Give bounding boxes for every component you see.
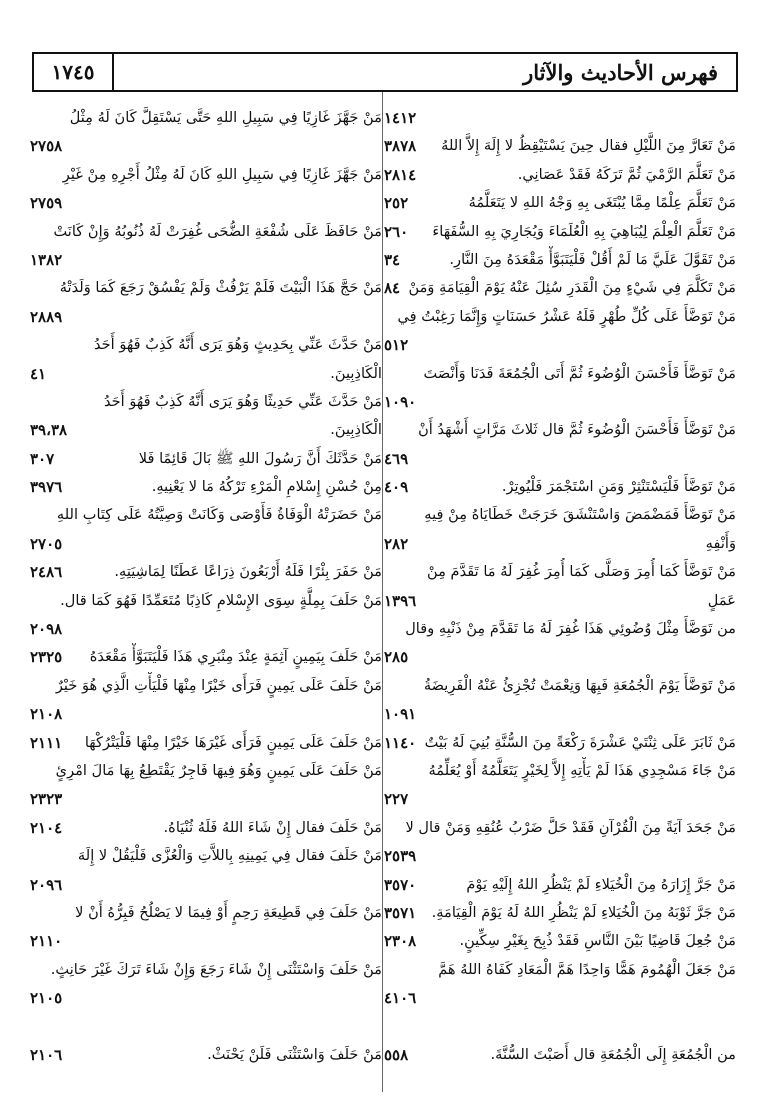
index-entry	[30, 672, 382, 700]
hadith-number: ٢٥٣٩	[384, 847, 417, 866]
hadith-number: ٢٣٠٨	[384, 932, 417, 951]
index-entry	[384, 700, 736, 728]
page-title: فهرس الأحاديث والآثار	[523, 60, 718, 85]
index-entry	[30, 501, 382, 529]
index-entry	[30, 246, 382, 274]
index-entry	[384, 899, 736, 927]
index-entry	[384, 303, 736, 331]
index-entry	[30, 1013, 382, 1041]
hadith-number: ٥٥٨	[384, 1045, 409, 1064]
index-entry	[384, 615, 736, 643]
hadith-number: ٢١٠٤	[30, 818, 63, 837]
hadith-text: مَنْ تَعَارَّ مِنَ اللَّيْلِ فقال حِينَ يَسْتَيْقِظُ لا إِلَهَ إِلاَّ اللهُ	[441, 137, 736, 155]
index-entry	[384, 473, 736, 501]
index-entry	[384, 388, 736, 416]
index-entry	[30, 388, 382, 416]
hadith-text: مَنْ تَوَضَّأَ يَوْمَ الْجُمُعَةِ فَبِهَا وَنِعْمَتْ تُجْزِئُ عَنْهُ الْفَرِيضَةُ	[423, 676, 736, 694]
hadith-number: ١٤١٢	[384, 109, 417, 127]
index-entry	[30, 1041, 382, 1069]
index-entry	[30, 104, 382, 132]
hadith-text: مَنْ حَفَرَ بِئْرًا فَلَهُ أَرْبَعُونَ ذِرَاعًا عَطَنًا لِمَاشِيَتِهِ.	[114, 563, 382, 581]
index-entry	[384, 445, 736, 473]
hadith-number: ٢٨١٤	[384, 165, 417, 184]
hadith-number: ٢٣٢٣	[30, 790, 63, 809]
hadith-text: مَنْ تَوَضَّأَ فَلْيَسْتَنْثِرْ وَمَنِ اسْتَجْمَرَ فَلْيُوتِرْ.	[501, 478, 736, 496]
index-entry	[30, 445, 382, 473]
hadith-number: ٣٨٧٨	[384, 137, 417, 156]
hadith-text: مَنْ تَوَضَّأَ فَأَحْسَنَ الْوُضُوءَ ثُمَّ قال ثَلاثَ مَرَّاتٍ أَشْهَدُ أَنْ	[418, 421, 736, 439]
hadith-number: ٢٣٢٥	[30, 648, 63, 667]
index-entry	[384, 927, 736, 955]
hadith-number: ٢٢٧	[384, 790, 409, 809]
hadith-text: مَنْ حَدَّثَ عَنِّي حَدِيثًا وَهُوَ يَرَى أَنَّهُ كَذِبٌ فَهُوَ أَحَدُ	[103, 392, 382, 410]
hadith-number: ٤١٠٦	[384, 989, 417, 1008]
hadith-text: مَنْ جَرَّ إِزَارَهُ مِنَ الْخُيَلاءِ لَمْ يَنْظُرِ اللهُ إِلَيْهِ يَوْمَ	[466, 875, 736, 893]
index-entry	[30, 360, 382, 388]
hadith-text: مَنْ حَلَفَ وَاسْتَثْنَى إِنْ شَاءَ رَجَعَ وَإِنْ شَاءَ تَرَكَ غَيْرَ حَانِثٍ.	[50, 960, 382, 978]
hadith-text: مَنْ تَعَلَّمَ عِلْمًا مِمَّا يُبْتَغَى بِهِ وَجْهُ اللهِ لا يَتَعَلَّمُهُ	[468, 194, 736, 212]
hadith-number: ١٣٩٦	[384, 591, 417, 610]
hadith-text: مَنْ حَلَفَ فِي قَطِيعَةِ رَحِمٍ أَوْ فِيمَا لا يَصْلُحُ فَبِرُّهُ أَنْ لا	[75, 903, 382, 921]
hadith-number: ٢٠٩٦	[30, 875, 63, 894]
hadith-text: مَنْ حَجَّ هَذَا الْبَيْتَ فَلَمْ يَرْفُثْ وَلَمْ يَفْسُقْ رَجَعَ كَمَا وَلَدَتْهُ	[59, 279, 382, 297]
index-entry	[384, 274, 736, 302]
hadith-text: من تَوَضَّأَ مِثْلَ وُضُوئِي هَذَا غُفِرَ لَهُ مَا تَقَدَّمَ مِنْ ذَنْبِهِ وقال	[405, 620, 736, 638]
index-entry	[30, 303, 382, 331]
index-entry	[384, 501, 736, 529]
hadith-text: مَنْ حَلَفَ عَلَى يَمِينٍ فَرَأَى خَيْرًا مِنْهَا فَلْيَأْتِ الَّذِي هُوَ خَيْرٌ	[55, 676, 382, 694]
index-entry	[384, 246, 736, 274]
hadith-number: ٣٠٧	[30, 449, 55, 468]
index-entry	[30, 729, 382, 757]
hadith-text: مَنْ تَكَلَّمَ فِي شَيْءٍ مِنَ الْقَدَرِ سُئِلَ عَنْهُ يَوْمَ الْقِيَامَةِ وَمَنْ	[408, 279, 736, 297]
hadith-number: ٢١٠٨	[30, 705, 63, 724]
hadith-number: ٢٧٠٥	[30, 534, 63, 553]
column-divider	[382, 92, 383, 1092]
hadith-text: مَنْ جَحَدَ آيَةً مِنَ الْقُرْآنِ فَقَدْ حَلَّ ضَرْبُ عُنُقِهِ وَمَنْ قال لا	[405, 818, 736, 836]
hadith-number: ١٠٩٠	[384, 392, 417, 411]
index-entry	[384, 530, 736, 558]
index-entry	[384, 558, 736, 586]
index-entry	[30, 218, 382, 246]
index-entry	[384, 360, 736, 388]
index-entry	[30, 587, 382, 615]
index-entry	[30, 814, 382, 842]
hadith-text: مَنْ حَلَفَ عَلَى يَمِينٍ فَرَأَى غَيْرَهَا خَيْرًا مِنْهَا فَلْيَتْرُكْهَا	[84, 733, 382, 751]
index-entry	[384, 218, 736, 246]
hadith-text: مَنْ جَرَّ ثَوْبَهُ مِنَ الْخُيَلاءِ لَمْ يَنْظُرِ اللهُ لَهُ يَوْمَ الْقِيَامَةِ.	[431, 903, 736, 921]
index-entry	[384, 416, 736, 444]
hadith-text: من الْجُمُعَةِ إِلَى الْجُمُعَةِ قال أَصَبْتَ السُّنَّةَ.	[490, 1045, 736, 1063]
index-entry	[30, 899, 382, 927]
index-entry	[30, 161, 382, 189]
hadith-number: ٢١١٠	[30, 932, 63, 951]
hadith-text: مِنْ حُسْنِ إِسْلامِ الْمَرْءِ تَرْكُهُ مَا لا يَعْنِيهِ.	[151, 478, 382, 496]
hadith-text: مَنْ تَعَلَّمَ الرَّمْيَ ثُمَّ تَرَكَهُ فَقَدْ عَصَانِي.	[517, 165, 736, 183]
hadith-text: مَنْ تَعَلَّمَ الْعِلْمَ لِيُبَاهِيَ بِهِ الْعُلَمَاءَ وَيُجَارِيَ بِهِ السُّفَهَاءَ	[432, 222, 736, 240]
hadith-number: ٢١٠٦	[30, 1045, 63, 1064]
hadith-number: ٢٨٢	[384, 534, 409, 553]
index-entry	[30, 473, 382, 501]
hadith-text: مَنْ جَهَّزَ غَازِيًا فِي سَبِيلِ اللهِ كَانَ لَهُ مِثْلُ أَجْرِهِ مِنْ غَيْرِ	[62, 165, 382, 183]
hadith-number: ٢٤٨٦	[30, 563, 63, 582]
index-entry	[384, 587, 736, 615]
hadith-text: الْكَاذِبِينَ.	[330, 421, 382, 439]
hadith-text: وَأَنْفِهِ	[705, 534, 736, 552]
index-entry	[384, 785, 736, 813]
index-entry	[384, 842, 736, 870]
index-entry	[30, 331, 382, 359]
hadith-text: مَنْ حَدَّثَ عَنِّي بِحَدِيثٍ وَهُوَ يَرَى أَنَّهُ كَذِبٌ فَهُوَ أَحَدُ	[94, 336, 382, 354]
hadith-number: ١١٤٠	[384, 733, 417, 752]
index-entry	[384, 871, 736, 899]
hadith-text: مَنْ حَلَفَ بِمِلَّةٍ سِوَى الإِسْلامِ كَاذِبًا مُتَعَمِّدًا فَهُوَ كَمَا قال.	[60, 591, 382, 609]
hadith-text: عَمَلٍ	[707, 591, 736, 609]
index-entry	[384, 189, 736, 217]
hadith-number: ٢٧٥٩	[30, 194, 63, 213]
hadith-text: مَنْ جَهَّزَ غَازِيًا فِي سَبِيلِ اللهِ حَتَّى يَسْتَقِلَّ كَانَ لَهُ مِثْلُ	[69, 109, 382, 126]
index-entry	[384, 104, 736, 132]
index-entry	[384, 729, 736, 757]
hadith-text: الْكَاذِبِينَ.	[330, 364, 382, 382]
index-entry	[30, 757, 382, 785]
hadith-text: مَنْ حَلَفَ بِيَمِينٍ آثِمَةٍ عِنْدَ مِنْبَرِي هَذَا فَلْيَتَبَوَّأْ مَقْعَدَهُ	[89, 648, 382, 666]
hadith-text: مَنْ جُعِلَ قَاضِيًا بَيْنَ النَّاسِ فَقَدْ ذُبِحَ بِغَيْرِ سِكِّينٍ.	[459, 932, 736, 950]
hadith-number: ٢٥٢	[384, 194, 409, 213]
index-entry	[384, 132, 736, 160]
hadith-number: ٣٩٧٦	[30, 478, 63, 497]
left-column	[30, 104, 382, 1069]
index-entry	[384, 1013, 736, 1041]
hadith-text: مَنْ جَعَلَ الْهُمُومَ هَمًّا وَاحِدًا هَمَّ الْمَعَادِ كَفَاهُ اللهُ هَمَّ	[438, 960, 736, 978]
index-entry	[30, 700, 382, 728]
index-entry	[384, 331, 736, 359]
hadith-number: ٢١٠٥	[30, 989, 63, 1008]
hadith-number: ٢١١١	[30, 733, 63, 752]
hadith-text: مَنْ تَوَضَّأَ عَلَى كُلِّ طُهْرٍ فَلَهُ عَشْرُ حَسَنَاتٍ وَإِنَّمَا رَغِبْتُ فِي	[397, 307, 736, 325]
index-entry	[30, 558, 382, 586]
index-entry	[30, 615, 382, 643]
index-entry	[384, 1041, 736, 1069]
hadith-text: مَنْ حَلَفَ فقال إِنْ شَاءَ اللهُ فَلَهُ ثُنْيَاهُ.	[163, 818, 382, 836]
index-entry	[30, 842, 382, 870]
index-entry	[30, 274, 382, 302]
hadith-number: ٣٥٧١	[384, 903, 417, 922]
hadith-number: ١٠٩١	[384, 705, 417, 724]
hadith-number: ٨٤	[384, 279, 401, 298]
index-entry	[384, 984, 736, 1012]
hadith-number: ٤٦٩	[384, 449, 409, 468]
index-entry	[30, 643, 382, 671]
index-entry	[30, 530, 382, 558]
hadith-text: مَنْ حَلَفَ فقال فِي يَمِينِهِ بِاللاَّتِ وَالْعُزَّى فَلْيَقُلْ لا إِلَهَ	[77, 847, 382, 865]
hadith-text: مَنْ حَضَرَتْهُ الْوَفَاةُ فَأَوْصَى وَكَانَتْ وَصِيَّتُهُ عَلَى كِتَابِ اللهِ	[56, 506, 382, 524]
hadith-text: مَنْ جَاءَ مَسْجِدِي هَذَا لَمْ يَأْتِهِ إِلاَّ لِخَيْرٍ يَتَعَلَّمُهُ أَوْ يُعَلِّمُهُ	[428, 761, 736, 779]
hadith-number: ٤٠٩	[384, 478, 409, 497]
index-entry	[384, 672, 736, 700]
index-entry	[384, 161, 736, 189]
hadith-text: مَنْ حَلَفَ وَاسْتَثْنَى فَلَنْ يَحْنَثْ.	[207, 1045, 382, 1063]
index-entry	[30, 871, 382, 899]
hadith-text: مَنْ حَافَظَ عَلَى شُفْعَةِ الضُّحَى غُفِرَتْ لَهُ ذُنُوبُهُ وَإِنْ كَانَتْ	[53, 222, 382, 240]
index-entry	[384, 757, 736, 785]
index-entry	[384, 956, 736, 984]
page-header	[32, 52, 738, 92]
right-column	[384, 104, 736, 1069]
hadith-text: مَنْ تَوَضَّأَ فَمَضْمَضَ وَاسْتَنْشَقَ خَرَجَتْ خَطَايَاهُ مِنْ فِيهِ	[424, 506, 736, 524]
index-entry	[30, 416, 382, 444]
hadith-text: مَنْ تَوَضَّأَ كَمَا أُمِرَ وَصَلَّى كَمَا أُمِرَ غُفِرَ لَهُ مَا تَقَدَّمَ مِنْ	[426, 563, 736, 581]
hadith-text: مَنْ حَدَّثَكَ أَنَّ رَسُولَ اللهِ ﷺ بَالَ قَائِمًا فَلا	[138, 449, 382, 467]
hadith-text: مَنْ ثَابَرَ عَلَى ثِنْتَيْ عَشْرَةَ رَكْعَةً مِنَ السُّنَّةِ بُنِيَ لَهُ بَيْتٌ	[424, 733, 736, 751]
hadith-number: ٢٨٥	[384, 648, 409, 667]
hadith-number: ٣٩،٣٨	[30, 421, 68, 440]
index-entry	[384, 643, 736, 671]
index-entry	[30, 927, 382, 955]
hadith-number: ٢٨٨٩	[30, 307, 63, 326]
hadith-text: مَنْ تَوَضَّأَ فَأَحْسَنَ الْوُضُوءَ ثُمَّ أَتَى الْجُمُعَةَ فَدَنَا وَأَنْصَتَ	[423, 364, 736, 382]
page-number: ١٧٤٥	[34, 54, 114, 90]
hadith-number: ٣٥٧٠	[384, 875, 417, 894]
hadith-number: ٣٤	[384, 250, 401, 269]
index-entry	[30, 984, 382, 1012]
index-entry	[30, 785, 382, 813]
hadith-number: ١٣٨٢	[30, 250, 63, 269]
hadith-text: مَنْ تَقَوَّلَ عَلَيَّ مَا لَمْ أَقُلْ فَلْيَتَبَوَّأْ مَقْعَدَهُ مِنَ النَّارِ.	[449, 250, 736, 268]
hadith-text: مَنْ حَلَفَ عَلَى يَمِينٍ وَهُوَ فِيهَا فَاجِرٌ يَقْتَطِعُ بِهَا مَالَ امْرِئٍ	[55, 761, 382, 779]
hadith-number: ٤١	[30, 364, 47, 383]
index-entry	[384, 814, 736, 842]
index-entry	[30, 956, 382, 984]
index-entry	[30, 132, 382, 160]
hadith-number: ٢٠٩٨	[30, 620, 63, 639]
index-entry	[30, 189, 382, 217]
hadith-number: ٢٦٠	[384, 222, 409, 241]
hadith-number: ٢٧٥٨	[30, 137, 63, 156]
hadith-number: ٥١٢	[384, 336, 409, 355]
